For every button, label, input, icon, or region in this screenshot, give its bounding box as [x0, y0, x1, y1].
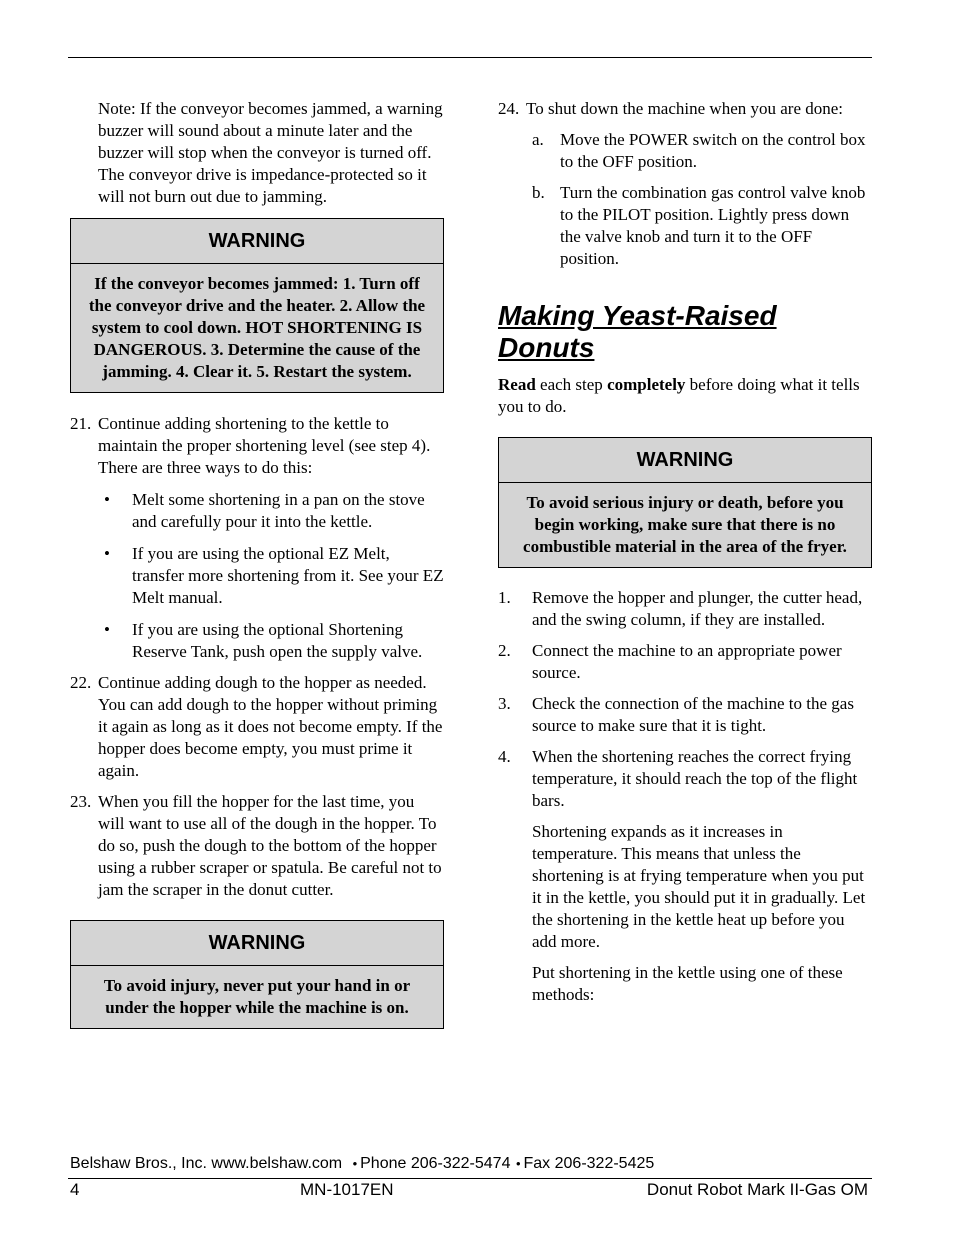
- bullet-text: If you are using the optional EZ Melt, transfer more shortening from it. See your EZ Melt manual.: [132, 544, 444, 607]
- warning-box-hopper: [70, 920, 444, 1029]
- methods-paragraph: Put shortening in the kettle using one of these methods:: [532, 963, 843, 1004]
- step-22: [70, 672, 444, 782]
- step-number: 22.: [70, 673, 92, 692]
- phone-number: Phone 206-322-5474: [360, 1155, 511, 1172]
- step-number: 21.: [70, 414, 92, 433]
- heading-line: Making Yeast-Raised: [498, 300, 777, 331]
- step-text: When the shortening reaches the correct frying temperature, it should reach the top of the flight bars.: [532, 747, 858, 810]
- warning-text: If the conveyor becomes jammed: 1. Turn off the conveyor drive and the heater. 2. Allow the system to cool down. HOT SHORTENING IS DANGEROUS. 3. Determine the cause of the jamming. 4. Clear it. 5. Restart the system.: [88, 274, 426, 381]
- right-column: [498, 98, 872, 1006]
- warning-text: To avoid injury, never put your hand in or under the hopper while the machine is on.: [103, 976, 411, 1017]
- step-number: 4.: [498, 747, 511, 766]
- warning-title: WARNING: [499, 438, 871, 483]
- step-text: To shut down the machine when you are done:: [526, 99, 844, 118]
- warning-box-combustible: [498, 437, 872, 568]
- intro-bold-completely: completely: [607, 375, 686, 394]
- bullet-separator: •: [352, 1156, 358, 1171]
- fax-number: Fax 206-322-5425: [523, 1155, 655, 1172]
- heading-line: Donuts: [498, 332, 595, 363]
- warning-title: WARNING: [71, 219, 443, 264]
- intro-text: before doing what it tells you to do.: [498, 375, 860, 416]
- step-number: 1.: [498, 588, 511, 607]
- step-number: 3.: [498, 694, 511, 713]
- step-1: [498, 587, 872, 631]
- substep-a: [532, 129, 872, 173]
- bullet-item: [98, 619, 444, 663]
- expansion-paragraph: Shortening expands as it increases in temperature. This means that unless the shortening is at frying temperature when you put it in the kettle, you should put it in gradually. Let the shortening in the kettle heat up before you add more.: [532, 822, 866, 951]
- bullet-separator: •: [515, 1156, 521, 1171]
- substep-letter: b.: [532, 183, 545, 202]
- step-text: Check the connection of the machine to the gas source to make sure that it is tight.: [532, 694, 854, 735]
- step-4: [498, 746, 872, 812]
- bullet-text: If you are using the optional Shortening Reserve Tank, push open the supply valve.: [132, 620, 423, 661]
- step-23: [70, 791, 444, 901]
- step-3: [498, 693, 872, 737]
- step-text: Remove the hopper and plunger, the cutter head, and the swing column, if they are installed.: [532, 588, 863, 629]
- bullet-text: Melt some shortening in a pan on the stove and carefully pour it into the kettle.: [132, 490, 425, 531]
- step-24: [498, 98, 872, 120]
- bullet-icon: •: [104, 544, 110, 563]
- page-number: 4: [70, 1180, 80, 1199]
- conveyor-note: Note: If the conveyor becomes jammed, a warning buzzer will sound about a minute later and the buzzer will stop when the conveyor is turned off. The conveyor drive is impedance-protected so it will not burn out due to jamming.: [98, 99, 443, 206]
- step-text: When you fill the hopper for the last time, you will want to use all of the dough in the hopper. To do so, push the dough to the bottom of the hopper using a rubber scraper or spatula. Be careful not to jam the scraper in the donut cutter.: [98, 792, 442, 899]
- intro-text: each step: [535, 375, 608, 394]
- step-number: 24.: [498, 99, 520, 118]
- bullet-item: [98, 543, 444, 609]
- section-heading: [498, 300, 872, 364]
- footer-contact: [70, 1155, 654, 1173]
- substep-letter: a.: [532, 130, 544, 149]
- company-info: Belshaw Bros., Inc. www.belshaw.com: [70, 1155, 343, 1172]
- manual-title: Donut Robot Mark II-Gas OM: [646, 1180, 868, 1199]
- intro-paragraph: [498, 374, 872, 418]
- warning-box-conveyor: [70, 218, 444, 393]
- step-2: [498, 640, 872, 684]
- substep-b: [532, 182, 872, 270]
- step-text: Continue adding dough to the hopper as needed. You can add dough to the hopper without priming it again as long as it does not become empty. If the hopper does become empty, you must prime it again.: [98, 673, 443, 780]
- warning-title: WARNING: [71, 921, 443, 966]
- intro-bold-read: Read: [498, 375, 536, 394]
- bullet-icon: •: [104, 490, 110, 509]
- substep-text: Move the POWER switch on the control box to the OFF position.: [560, 130, 866, 171]
- step-number: 2.: [498, 641, 511, 660]
- bullet-icon: •: [104, 620, 110, 639]
- header-rule: [68, 57, 872, 58]
- step-text: Connect the machine to an appropriate power source.: [532, 641, 842, 682]
- left-column: [70, 98, 444, 1029]
- document-code: MN-1017EN: [300, 1180, 394, 1199]
- step-text: Continue adding shortening to the kettle to maintain the proper shortening level (see step 4). There are three ways to do this:: [98, 414, 431, 477]
- bullet-item: [98, 489, 444, 533]
- step-number: 23.: [70, 792, 92, 811]
- substep-text: Turn the combination gas control valve knob to the PILOT position. Lightly press down the valve knob and turn it to the OFF position.: [560, 183, 866, 268]
- step-21: [70, 413, 444, 479]
- warning-text: To avoid serious injury or death, before you begin working, make sure that there is no combustible material in the area of the fryer.: [523, 493, 847, 556]
- footer-rule: [68, 1178, 872, 1179]
